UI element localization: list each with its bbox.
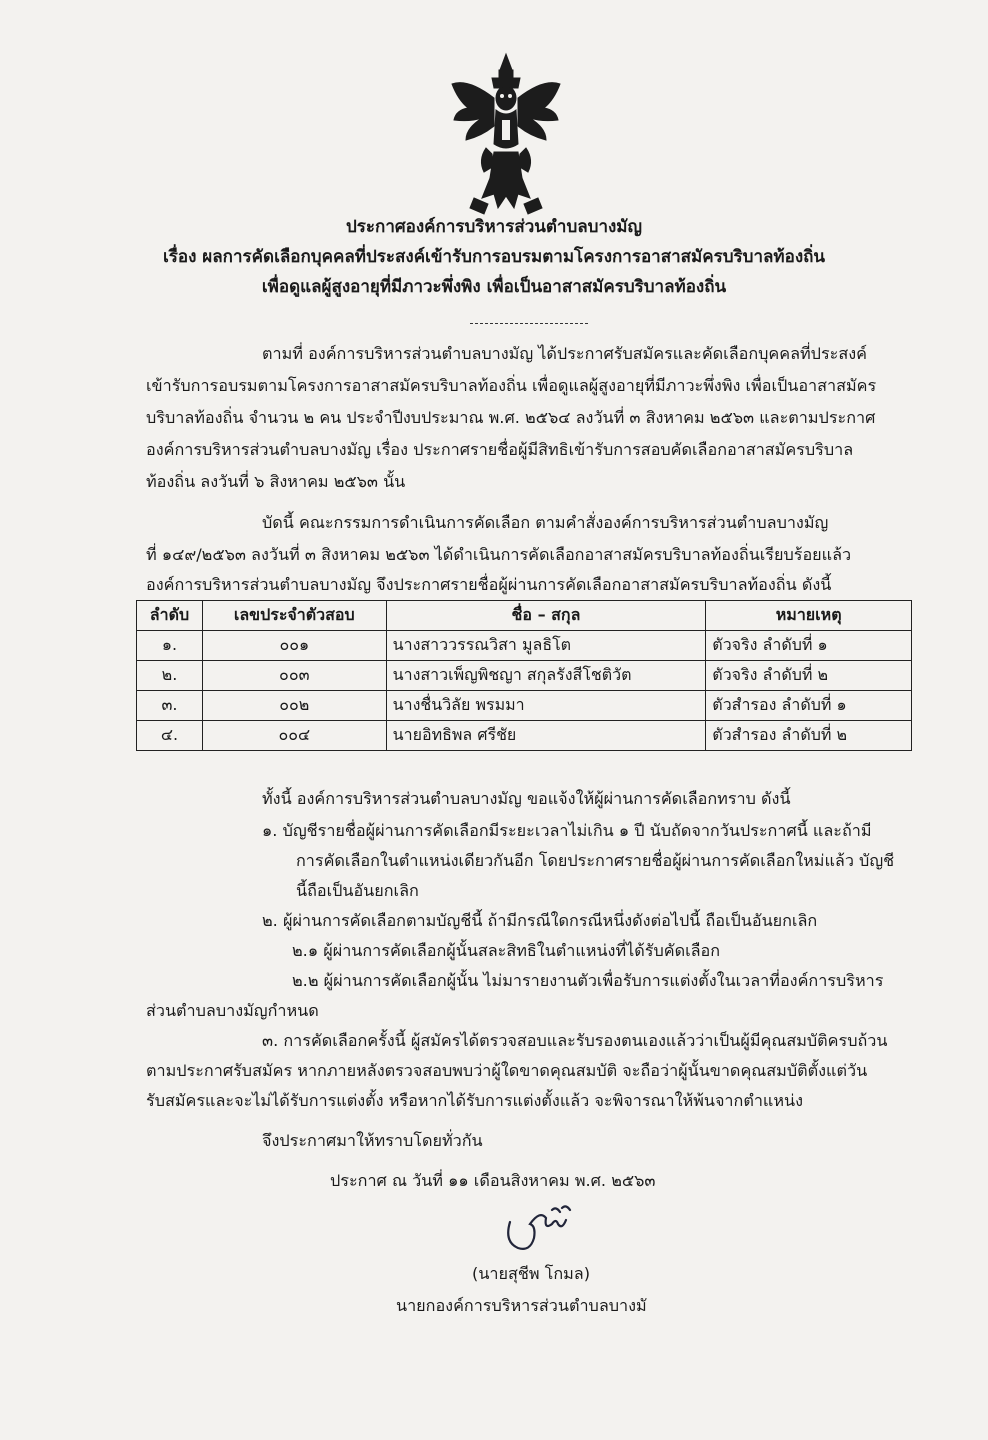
table-header-row	[137, 601, 912, 631]
results-table	[136, 600, 912, 751]
para3-line-10: ตามประกาศรับสมัคร หากภายหลังตรวจสอบพบว่าผู้ใดขาดคุณสมบัติ จะถือว่าผู้นั้นขาดคุณสมบัติตั้งแต่วัน	[146, 1061, 868, 1080]
para3-line-5: ๒. ผู้ผ่านการคัดเลือกตามบัญชีนี้ ถ้ามีกรณีใดกรณีหนึ่งดังต่อไปนี้ ถือเป็นอันยกเลิก	[262, 911, 818, 930]
para2-line-2: ที่ ๑๔๙/๒๕๖๓ ลงวันที่ ๓ สิงหาคม ๒๕๖๓ ได้ดำเนินการคัดเลือกอาสาสมัครบริบาลท้องถิ่นเรียบร้อยแล้ว	[146, 545, 852, 564]
para3-line-2: ๑. บัญชีรายชื่อผู้ผ่านการคัดเลือกมีระยะเวลาไม่เกิน ๑ ปี นับถัดจากวันประกาศนี้ และถ้ามี	[262, 821, 872, 840]
para3-line-9: ๓. การคัดเลือกครั้งนี้ ผู้สมัครได้ตรวจสอบและรับรองตนเองแล้วว่าเป็นผู้มีคุณสมบัติครบถ้วน	[262, 1031, 888, 1050]
cell-order: ๒.	[137, 661, 203, 691]
heading-line-1: ประกาศองค์การบริหารส่วนตำบลบางมัญ	[345, 217, 642, 237]
para1-line-1: ตามที่ องค์การบริหารส่วนตำบลบางมัญ ได้ประกาศรับสมัครและคัดเลือกบุคคลที่ประสงค์	[262, 344, 867, 363]
cell-name: นางสาววรรณวิสา มูลธิโต	[386, 631, 706, 661]
table-row	[137, 721, 912, 751]
cell-remark: ตัวจริง ลำดับที่ ๒	[706, 661, 912, 691]
heading-line-2: เรื่อง ผลการคัดเลือกบุคคลที่ประสงค์เข้ารับการอบรมตามโครงการอาสาสมัครบริบาลท้องถิ่น	[162, 247, 826, 267]
para3-line-8: ส่วนตำบลบางมัญกำหนด	[146, 1001, 319, 1020]
para3-line-4: นี้ถือเป็นอันยกเลิก	[296, 881, 419, 900]
signer-name: (นายสุชีพ โกมล)	[472, 1264, 591, 1283]
cell-exam-id: ๐๐๒	[202, 691, 386, 721]
table-row	[137, 661, 912, 691]
para3-line-11: รับสมัครและจะไม่ได้รับการแต่งตั้ง หรือหากได้รับการแต่งตั้งแล้ว จะพิจารณาให้พ้นจากตำแหน่ง	[146, 1091, 804, 1110]
para3-line-7: ๒.๒ ผู้ผ่านการคัดเลือกผู้นั้น ไม่มารายงานตัวเพื่อรับการแต่งตั้งในเวลาที่องค์การบริหาร	[292, 971, 884, 990]
para2-line-1: บัดนี้ คณะกรรมการดำเนินการคัดเลือก ตามคำสั่งองค์การบริหารส่วนตำบลบางมัญ	[262, 513, 829, 532]
closing-statement: จึงประกาศมาให้ทราบโดยทั่วกัน	[262, 1131, 483, 1150]
cell-exam-id: ๐๐๑	[202, 631, 386, 661]
header-exam-id: เลขประจำตัวสอบ	[202, 601, 386, 631]
heading-line-3: เพื่อดูแลผู้สูงอายุที่มีภาวะพึ่งพิง เพื่อเป็นอาสาสมัครบริบาลท้องถิ่น	[261, 277, 727, 297]
header-remark: หมายเหตุ	[706, 601, 912, 631]
heading-divider	[470, 323, 588, 324]
table-row	[137, 691, 912, 721]
para1-line-2: เข้ารับการอบรมตามโครงการอาสาสมัครบริบาลท้องถิ่น เพื่อดูแลผู้สูงอายุที่มีภาวะพึ่งพิง เพื่อเป็นอาสาสมัคร	[146, 376, 877, 395]
cell-exam-id: ๐๐๓	[202, 661, 386, 691]
para1-line-3: บริบาลท้องถิ่น จำนวน ๒ คน ประจำปีงบประมาณ พ.ศ. ๒๕๖๔ ลงวันที่ ๓ สิงหาคม ๒๕๖๓ และตามประกาศ	[146, 408, 876, 427]
announcement-date: ประกาศ ณ วันที่ ๑๑ เดือนสิงหาคม พ.ศ. ๒๕๖๓	[330, 1171, 656, 1190]
cell-remark: ตัวจริง ลำดับที่ ๑	[706, 631, 912, 661]
cell-order: ๔.	[137, 721, 203, 751]
cell-name: นายอิทธิพล ศรีชัย	[386, 721, 706, 751]
cell-order: ๑.	[137, 631, 203, 661]
cell-name: นางสาวเพ็ญพิชญา สกุลรังสีโชติวัต	[386, 661, 706, 691]
para3-line-3: การคัดเลือกในตำแหน่งเดียวกันอีก โดยประกาศรายชื่อผู้ผ่านการคัดเลือกใหม่แล้ว บัญชี	[296, 851, 895, 870]
handwritten-signature-icon	[500, 1202, 580, 1260]
para2-line-3: องค์การบริหารส่วนตำบลบางมัญ จึงประกาศรายชื่อผู้ผ่านการคัดเลือกอาสาสมัครบริบาลท้องถิ่น ดังนี้	[146, 575, 832, 594]
para3-line-6: ๒.๑ ผู้ผ่านการคัดเลือกผู้นั้นสละสิทธิในตำแหน่งที่ได้รับคัดเลือก	[292, 941, 721, 960]
header-order: ลำดับ	[137, 601, 203, 631]
garuda-emblem-icon	[448, 48, 564, 216]
para1-line-4: องค์การบริหารส่วนตำบลบางมัญ เรื่อง ประกาศรายชื่อผู้มีสิทธิเข้ารับการสอบคัดเลือกอาสาสมัครบริบาล	[146, 440, 854, 459]
cell-exam-id: ๐๐๔	[202, 721, 386, 751]
cell-remark: ตัวสำรอง ลำดับที่ ๒	[706, 721, 912, 751]
header-full-name: ชื่อ – สกุล	[386, 601, 706, 631]
table-row	[137, 631, 912, 661]
signer-title: นายกองค์การบริหารส่วนตำบลบางมั	[396, 1296, 647, 1315]
para1-line-5: ท้องถิ่น ลงวันที่ ๖ สิงหาคม ๒๕๖๓ นั้น	[146, 472, 406, 491]
announcement-heading	[0, 212, 988, 302]
cell-order: ๓.	[137, 691, 203, 721]
cell-remark: ตัวสำรอง ลำดับที่ ๑	[706, 691, 912, 721]
cell-name: นางชื่นวิลัย พรมมา	[386, 691, 706, 721]
para3-line-1: ทั้งนี้ องค์การบริหารส่วนตำบลบางมัญ ขอแจ้งให้ผู้ผ่านการคัดเลือกทราบ ดังนี้	[262, 789, 791, 808]
